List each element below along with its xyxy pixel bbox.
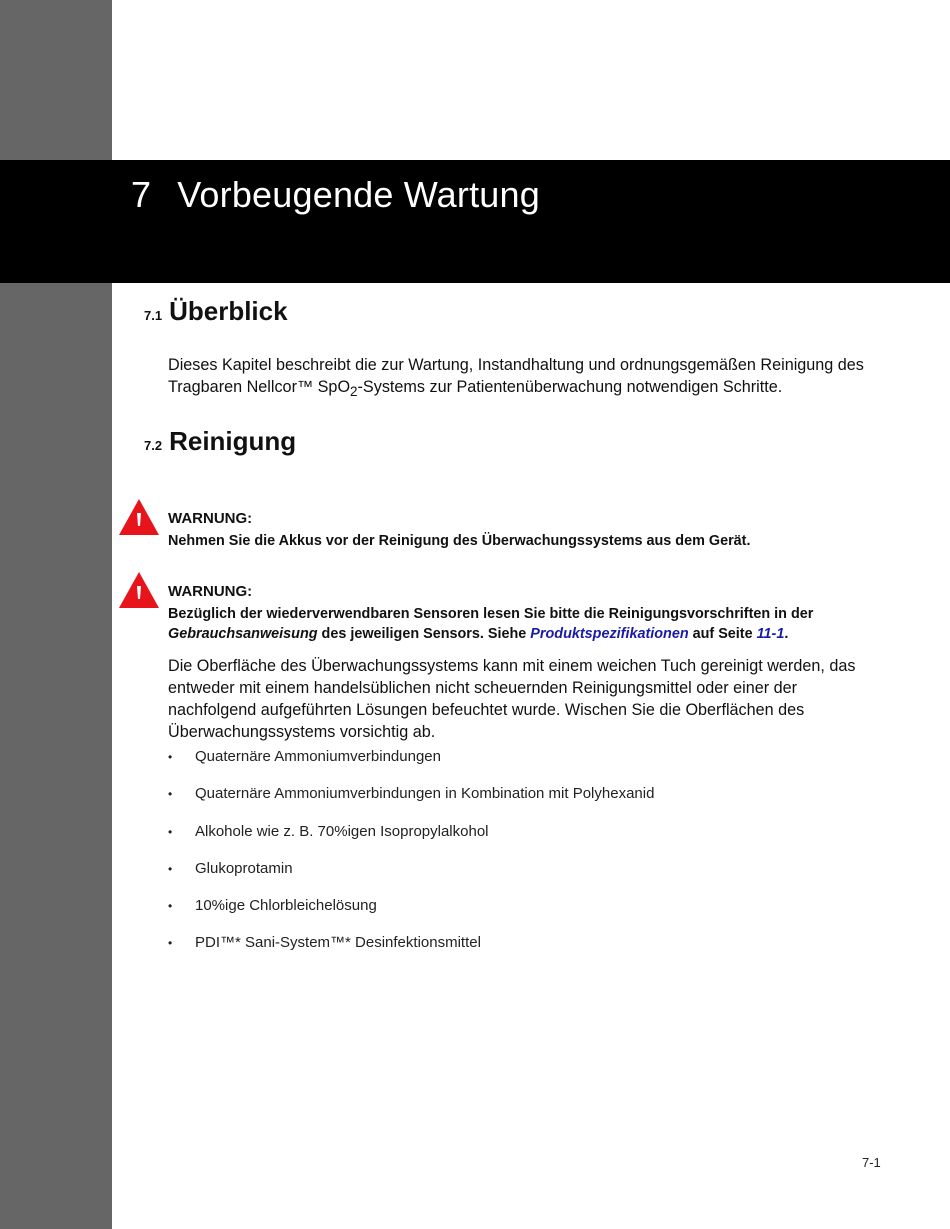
list-item xyxy=(168,821,868,858)
bullet-marker: • xyxy=(168,861,173,876)
link-product-specs[interactable]: Produktspezifikationen xyxy=(530,626,689,642)
warning-label: WARNUNG: xyxy=(168,583,253,600)
warning-text: Nehmen Sie die Akkus vor der Reinigung des Überwachungssystems aus dem Gerät. xyxy=(168,533,751,549)
list-item xyxy=(168,895,868,932)
intro-paragraph xyxy=(168,354,888,403)
warning-triangle-icon xyxy=(118,571,160,609)
list-item xyxy=(168,858,868,895)
link-page-11-1[interactable]: 11-1 xyxy=(756,626,785,642)
bullet-marker: • xyxy=(168,936,173,951)
bullet-marker: • xyxy=(168,824,173,839)
bullet-marker: • xyxy=(168,750,173,764)
warning-text-2: des jeweiligen Sensors. Siehe xyxy=(317,626,531,642)
cleaning-paragraph: Die Oberfläche des Überwachungssystems kann mit einem weichen Tuch gereinigt werden, das entweder mit einem handelsüblichen nicht scheuernden Reinigungsmittel oder einer der nachfolgend aufgeführten Lösungen befeuchtet wurde. Wischen Sie die Oberflächen des Überwachungssystems vorsichtig ab. xyxy=(168,657,856,741)
list-item xyxy=(168,783,868,820)
warning-text xyxy=(168,604,858,644)
warning-text-italic: Gebrauchsanweisung xyxy=(168,626,318,642)
chapter-title-text: Vorbeugende Wartung xyxy=(177,174,540,215)
chapter-title xyxy=(131,174,540,216)
bullet-marker: • xyxy=(168,899,173,914)
cleaning-agents-list xyxy=(168,746,868,970)
list-item-text: PDI™* Sani-System™* Desinfektionsmittel xyxy=(195,934,481,952)
intro-text-1: Dieses Kapitel beschreibt die zur Wartung, Instandhaltung und ordnungsgemäßen Reinigung des Tragbaren Nellcor™ SpO xyxy=(168,356,864,396)
list-item-text: 10%ige Chlorbleichelösung xyxy=(195,897,377,915)
list-item-text: Alkohole wie z. B. 70%igen Isopropylalkohol xyxy=(195,822,489,840)
section-heading-overview xyxy=(144,296,288,327)
section-number: 7.1 xyxy=(144,308,163,323)
warning-triangle-icon xyxy=(118,498,160,536)
intro-subscript: 2 xyxy=(350,384,358,400)
list-item xyxy=(168,746,868,783)
warning-text-3: auf Seite xyxy=(688,626,757,642)
section-title: Reinigung xyxy=(169,426,297,456)
list-item-text: Quaternäre Ammoniumverbindungen xyxy=(195,748,441,765)
section-number: 7.2 xyxy=(144,438,163,453)
list-item-text: Glukoprotamin xyxy=(195,859,293,877)
list-item xyxy=(168,932,868,969)
warning-text-1: Bezüglich der wiederverwendbaren Sensoren lesen Sie bitte die Reinigungsvorschriften in der xyxy=(168,606,814,622)
list-item-text: Quaternäre Ammoniumverbindungen in Kombination mit Polyhexanid xyxy=(195,785,655,803)
page-number: 7-1 xyxy=(862,1155,881,1170)
chapter-number: 7 xyxy=(131,174,152,215)
warning-label: WARNUNG: xyxy=(168,510,253,527)
warning-text-4: . xyxy=(784,626,789,642)
section-heading-cleaning xyxy=(144,426,296,457)
section-title: Überblick xyxy=(169,296,288,326)
bullet-marker: • xyxy=(168,787,173,802)
intro-text-2: -Systems zur Patientenüberwachung notwendigen Schritte. xyxy=(357,378,783,396)
